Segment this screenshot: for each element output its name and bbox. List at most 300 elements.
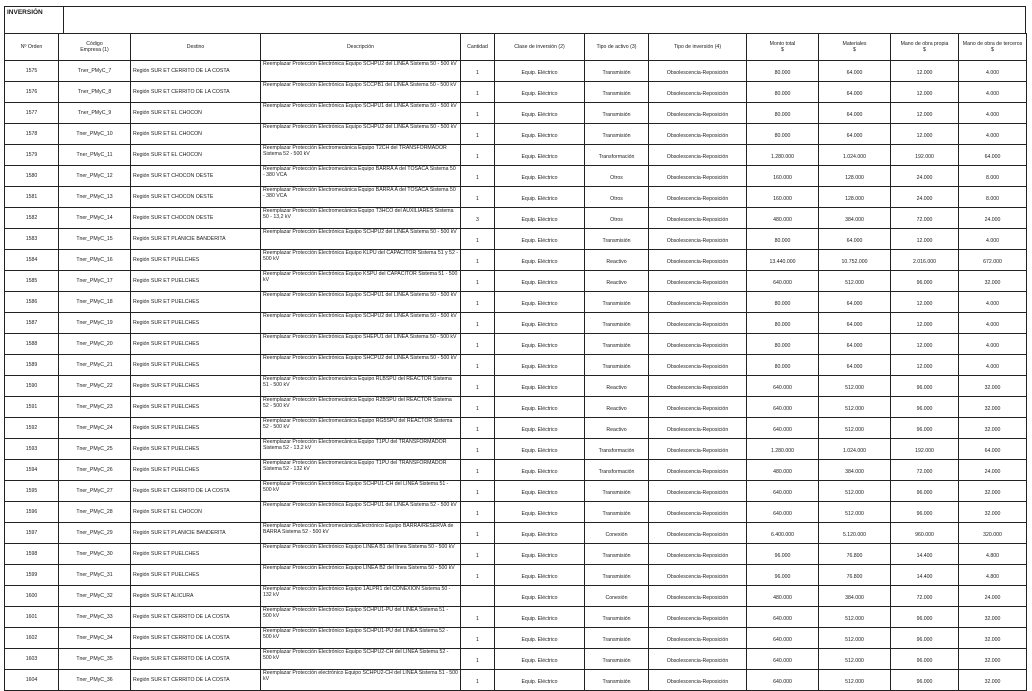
cell-monto: 80.000 — [747, 313, 819, 334]
cell-clase: Equip. Eléctrico — [495, 397, 585, 418]
cell-monto: 640.000 — [747, 481, 819, 502]
cell-orden: 1576 — [5, 82, 59, 103]
cell-cantidad: 1 — [461, 292, 495, 313]
cell-cantidad: 1 — [461, 670, 495, 691]
cell-cantidad: 1 — [461, 439, 495, 460]
cell-destino: Región SUR ET ALICURA — [131, 586, 261, 607]
cell-mano-propia: 192.000 — [891, 145, 959, 166]
table-row — [5, 481, 1027, 502]
cell-orden: 1598 — [5, 544, 59, 565]
cell-tipo-activo: Conexión — [585, 586, 649, 607]
header-tipo-inversion: Tipo de inversión (4) — [649, 34, 747, 61]
cell-tipo-activo: Otros — [585, 208, 649, 229]
cell-cantidad: 1 — [461, 565, 495, 586]
table-row — [5, 397, 1027, 418]
table-row — [5, 649, 1027, 670]
cell-descripcion: Reemplazar Protección Electromecánica Equipo T1PU del TRANSFORMADOR Sistema 52 - 132 kV — [261, 460, 461, 481]
cell-tipo-activo: Transmisión — [585, 334, 649, 355]
cell-tipo-activo: Conexión — [585, 523, 649, 544]
cell-descripcion: Reemplazar Protección Electrónica Equipo SCHPU2 del LINEA Sistema 50 - 500 kV — [261, 229, 461, 250]
cell-tipo-inversion: Obsolescencia-Reposición — [649, 145, 747, 166]
cell-cantidad: 1 — [461, 523, 495, 544]
cell-tipo-activo: Transmisión — [585, 103, 649, 124]
cell-clase: Equip. Eléctrico — [495, 565, 585, 586]
table-row — [5, 271, 1027, 292]
cell-materiales: 512.000 — [819, 502, 891, 523]
cell-codigo: Tner_PMyC_27 — [59, 481, 131, 502]
cell-destino: Región SUR ET EL CHOCON — [131, 145, 261, 166]
cell-descripcion: Reemplazar Protección Electromecánica Equipo BARRA A del TOSACA Sistema 50 - 380 VCA — [261, 166, 461, 187]
cell-tipo-inversion: Obsolescencia-Reposición — [649, 502, 747, 523]
cell-mano-terceros: 32.000 — [959, 502, 1027, 523]
cell-mano-propia: 96.000 — [891, 376, 959, 397]
cell-mano-terceros: 672.000 — [959, 250, 1027, 271]
cell-descripcion: Reemplazar Protección Electrónica Equipo SCHPU1-CH del LINEA Sistema 51 - 500 kV — [261, 481, 461, 502]
cell-tipo-activo: Reactivo — [585, 250, 649, 271]
cell-mano-terceros: 4.000 — [959, 229, 1027, 250]
cell-monto: 640.000 — [747, 271, 819, 292]
table-row — [5, 61, 1027, 82]
cell-cantidad: 1 — [461, 460, 495, 481]
cell-destino: Región SUR ET CERRITO DE LA COSTA — [131, 607, 261, 628]
cell-tipo-activo: Transmisión — [585, 670, 649, 691]
cell-clase: Equip. Eléctrico — [495, 376, 585, 397]
cell-cantidad: 1 — [461, 334, 495, 355]
cell-cantidad: 1 — [461, 82, 495, 103]
cell-clase: Equip. Eléctrico — [495, 313, 585, 334]
header-orden: Nº Orden — [5, 34, 59, 61]
cell-orden: 1585 — [5, 271, 59, 292]
cell-materiales: 384.000 — [819, 460, 891, 481]
cell-tipo-inversion: Obsolescencia-Reposición — [649, 649, 747, 670]
cell-mano-terceros: 4.000 — [959, 82, 1027, 103]
cell-mano-terceros: 4.800 — [959, 565, 1027, 586]
cell-descripcion: Reemplazar Protección Electromecánica Equipo T3HCO del AUXILIARES Sistema 50 - 13,2 kV — [261, 208, 461, 229]
cell-mano-propia: 960.000 — [891, 523, 959, 544]
cell-mano-propia: 12.000 — [891, 334, 959, 355]
cell-tipo-activo: Reactivo — [585, 271, 649, 292]
cell-mano-terceros: 320.000 — [959, 523, 1027, 544]
cell-cantidad: 1 — [461, 502, 495, 523]
cell-codigo: Tner_PMyC_19 — [59, 313, 131, 334]
cell-orden: 1600 — [5, 586, 59, 607]
cell-materiales: 384.000 — [819, 586, 891, 607]
cell-tipo-inversion: Obsolescencia-Reposición — [649, 460, 747, 481]
cell-codigo: Tner_PMyC_12 — [59, 166, 131, 187]
cell-orden: 1582 — [5, 208, 59, 229]
cell-orden: 1593 — [5, 439, 59, 460]
cell-orden: 1588 — [5, 334, 59, 355]
cell-mano-propia: 12.000 — [891, 103, 959, 124]
table-row — [5, 607, 1027, 628]
cell-monto: 640.000 — [747, 628, 819, 649]
cell-materiales: 5.120.000 — [819, 523, 891, 544]
cell-cantidad: 1 — [461, 250, 495, 271]
cell-tipo-inversion: Obsolescencia-Reposición — [649, 166, 747, 187]
cell-orden: 1581 — [5, 187, 59, 208]
cell-monto: 640.000 — [747, 649, 819, 670]
table-row — [5, 439, 1027, 460]
cell-clase: Equip. Eléctrico — [495, 628, 585, 649]
cell-mano-terceros: 4.000 — [959, 334, 1027, 355]
cell-codigo: Tner_PMyC_34 — [59, 628, 131, 649]
table-row — [5, 502, 1027, 523]
cell-cantidad: 1 — [461, 271, 495, 292]
cell-cantidad: 1 — [461, 397, 495, 418]
cell-orden: 1597 — [5, 523, 59, 544]
cell-destino: Región SUR ET CERRITO DE LA COSTA — [131, 628, 261, 649]
cell-monto: 640.000 — [747, 376, 819, 397]
header-monto: Monto total $ — [747, 34, 819, 61]
cell-cantidad: 1 — [461, 166, 495, 187]
table-row — [5, 670, 1027, 691]
cell-cantidad: 3 — [461, 208, 495, 229]
cell-codigo: Tner_PMyC_22 — [59, 376, 131, 397]
cell-tipo-inversion: Obsolescencia-Reposición — [649, 418, 747, 439]
cell-tipo-inversion: Obsolescencia-Reposición — [649, 292, 747, 313]
cell-cantidad: 1 — [461, 313, 495, 334]
cell-orden: 1596 — [5, 502, 59, 523]
cell-descripcion: Reemplazar Protección Electrónica Equipo SCHPU2 del LINEA Sistema 50 - 500 kV — [261, 313, 461, 334]
table-row — [5, 166, 1027, 187]
cell-tipo-inversion: Obsolescencia-Reposición — [649, 565, 747, 586]
cell-monto: 80.000 — [747, 355, 819, 376]
cell-tipo-inversion: Obsolescencia-Reposición — [649, 439, 747, 460]
cell-codigo: Tner_PMyC_30 — [59, 544, 131, 565]
cell-codigo: Tner_PMyC_8 — [59, 82, 131, 103]
table-row — [5, 628, 1027, 649]
cell-monto: 80.000 — [747, 229, 819, 250]
cell-clase: Equip. Eléctrico — [495, 460, 585, 481]
cell-clase: Equip. Eléctrico — [495, 439, 585, 460]
cell-mano-propia: 96.000 — [891, 670, 959, 691]
table-row — [5, 334, 1027, 355]
header-destino: Destino — [131, 34, 261, 61]
cell-monto: 6.400.000 — [747, 523, 819, 544]
cell-mano-terceros: 8.000 — [959, 187, 1027, 208]
cell-codigo: Tner_PMyC_25 — [59, 439, 131, 460]
table-row — [5, 292, 1027, 313]
cell-codigo: Tner_PMyC_11 — [59, 145, 131, 166]
cell-tipo-activo: Transmisión — [585, 628, 649, 649]
cell-tipo-activo: Transformación — [585, 439, 649, 460]
cell-tipo-inversion: Obsolescencia-Reposición — [649, 208, 747, 229]
investment-sheet — [4, 6, 1026, 691]
cell-tipo-inversion: Obsolescencia-Reposición — [649, 376, 747, 397]
cell-destino: Región SUR ET CERRITO DE LA COSTA — [131, 82, 261, 103]
cell-destino: Región SUR ET PUELCHES — [131, 271, 261, 292]
cell-clase: Equip. Eléctrico — [495, 250, 585, 271]
cell-monto: 480.000 — [747, 460, 819, 481]
cell-clase: Equip. Eléctrico — [495, 166, 585, 187]
table-row — [5, 586, 1027, 607]
cell-orden: 1603 — [5, 649, 59, 670]
cell-tipo-activo: Reactivo — [585, 418, 649, 439]
table-row — [5, 355, 1027, 376]
table-row — [5, 313, 1027, 334]
cell-orden: 1595 — [5, 481, 59, 502]
cell-codigo: Tner_PMyC_36 — [59, 670, 131, 691]
header-descripcion: Descripción — [261, 34, 461, 61]
table-row — [5, 250, 1027, 271]
cell-mano-propia: 12.000 — [891, 355, 959, 376]
cell-cantidad: 1 — [461, 544, 495, 565]
cell-destino: Región SUR ET CERRITO DE LA COSTA — [131, 61, 261, 82]
cell-destino: Región SUR ET PUELCHES — [131, 397, 261, 418]
cell-mano-terceros: 4.000 — [959, 103, 1027, 124]
cell-cantidad: 1 — [461, 229, 495, 250]
cell-tipo-activo: Transmisión — [585, 124, 649, 145]
cell-materiales: 512.000 — [819, 628, 891, 649]
cell-clase: Equip. Eléctrico — [495, 61, 585, 82]
cell-cantidad: 1 — [461, 187, 495, 208]
cell-descripcion: Reemplazar Protección Electromecánica Equipo T1PU del TRANSFORMADOR Sistema 52 - 13,2 kV — [261, 439, 461, 460]
cell-mano-propia: 96.000 — [891, 397, 959, 418]
cell-materiales: 64.000 — [819, 103, 891, 124]
table-row — [5, 103, 1027, 124]
cell-codigo: Tner_PMyC_21 — [59, 355, 131, 376]
cell-orden: 1592 — [5, 418, 59, 439]
cell-descripcion: Reemplazar Protección Electromecánica Equipo BARRA A del TOSACA Sistema 50 - 380 VCA — [261, 187, 461, 208]
cell-mano-terceros: 24.000 — [959, 586, 1027, 607]
cell-mano-terceros: 32.000 — [959, 481, 1027, 502]
cell-codigo: Tner_PMyC_14 — [59, 208, 131, 229]
cell-descripcion: Reemplazar Protección Electrónica Equipo SHCPU2 del LINEA Sistema 50 - 500 kV — [261, 355, 461, 376]
cell-destino: Región SUR ET PUELCHES — [131, 292, 261, 313]
cell-materiales: 512.000 — [819, 271, 891, 292]
table-row — [5, 229, 1027, 250]
cell-cantidad: 1 — [461, 607, 495, 628]
cell-monto: 1.280.000 — [747, 145, 819, 166]
cell-tipo-inversion: Obsolescencia-Reposición — [649, 586, 747, 607]
cell-descripcion: Reemplazar Protección Electromecánica Equipo T2CH del TRANSFORMADOR Sistema 52 - 500 kV — [261, 145, 461, 166]
cell-tipo-activo: Transmisión — [585, 61, 649, 82]
cell-mano-propia: 14.400 — [891, 565, 959, 586]
cell-materiales: 64.000 — [819, 355, 891, 376]
cell-monto: 13.440.000 — [747, 250, 819, 271]
cell-tipo-inversion: Obsolescencia-Reposición — [649, 103, 747, 124]
table-row — [5, 124, 1027, 145]
cell-tipo-activo: Transmisión — [585, 82, 649, 103]
cell-codigo: Tner_PMyC_23 — [59, 397, 131, 418]
cell-tipo-activo: Reactivo — [585, 376, 649, 397]
cell-clase: Equip. Eléctrico — [495, 355, 585, 376]
cell-materiales: 512.000 — [819, 376, 891, 397]
cell-destino: Región SUR ET PUELCHES — [131, 355, 261, 376]
table-row — [5, 565, 1027, 586]
header-tipo-activo: Tipo de activo (3) — [585, 34, 649, 61]
cell-cantidad: 1 — [461, 355, 495, 376]
cell-monto: 640.000 — [747, 418, 819, 439]
cell-descripcion: Reemplazar Protección Electrónica Equipo SCHPU2 del LINEA Sistema 50 - 500 kV — [261, 61, 461, 82]
cell-mano-terceros: 64.000 — [959, 439, 1027, 460]
cell-codigo: Tner_PMyC_20 — [59, 334, 131, 355]
cell-descripcion: Reemplazar Protección Electromecánica/Electrónico Equipo BARRA/RESERVA de BARRA Sistema 52 - 500 kV — [261, 523, 461, 544]
cell-destino: Región SUR ET CERRITO DE LA COSTA — [131, 481, 261, 502]
table-row — [5, 187, 1027, 208]
cell-mano-propia: 96.000 — [891, 649, 959, 670]
cell-materiales: 64.000 — [819, 313, 891, 334]
cell-descripcion: Reemplazar Protección Electrónica Equipo SHEPU1 del LINEA Sistema 50 - 500 kV — [261, 334, 461, 355]
investment-table — [4, 33, 1027, 691]
cell-destino: Región SUR ET PUELCHES — [131, 544, 261, 565]
cell-destino: Región SUR ET CHOCON OESTE — [131, 187, 261, 208]
cell-materiales: 64.000 — [819, 61, 891, 82]
cell-mano-terceros: 4.800 — [959, 544, 1027, 565]
cell-descripcion: Reemplazar Protección Electrónico Equipo SCHPU1-PU del LINEA Sistema 52 - 500 kV — [261, 628, 461, 649]
cell-materiales: 10.752.000 — [819, 250, 891, 271]
cell-descripcion: Reemplazar Protección Electrónica Equipo SCHPU1 del LINEA Sistema 52 - 500 kV — [261, 502, 461, 523]
cell-descripcion: Reemplazar Protección Electrónico Equipo SCHPU2-CH del LINEA Sistema 52 - 500 kV — [261, 649, 461, 670]
cell-materiales: 512.000 — [819, 670, 891, 691]
cell-tipo-inversion: Obsolescencia-Reposición — [649, 628, 747, 649]
table-row — [5, 460, 1027, 481]
cell-orden: 1591 — [5, 397, 59, 418]
table-row — [5, 523, 1027, 544]
cell-clase: Equip. Eléctrico — [495, 103, 585, 124]
cell-orden: 1586 — [5, 292, 59, 313]
cell-monto: 640.000 — [747, 502, 819, 523]
cell-mano-propia: 96.000 — [891, 481, 959, 502]
cell-cantidad: 1 — [461, 376, 495, 397]
cell-materiales: 128.000 — [819, 187, 891, 208]
cell-monto: 1.280.000 — [747, 439, 819, 460]
cell-tipo-activo: Transmisión — [585, 313, 649, 334]
cell-materiales: 1.024.000 — [819, 145, 891, 166]
cell-monto: 640.000 — [747, 397, 819, 418]
cell-materiales: 64.000 — [819, 82, 891, 103]
cell-cantidad: 1 — [461, 628, 495, 649]
cell-tipo-activo: Reactivo — [585, 397, 649, 418]
cell-clase: Equip. Eléctrico — [495, 607, 585, 628]
cell-monto: 80.000 — [747, 61, 819, 82]
cell-tipo-inversion: Obsolescencia-Reposición — [649, 397, 747, 418]
cell-destino: Región SUR ET PUELCHES — [131, 334, 261, 355]
cell-orden: 1601 — [5, 607, 59, 628]
cell-tipo-activo: Transmisión — [585, 481, 649, 502]
cell-clase: Equip. Eléctrico — [495, 523, 585, 544]
cell-orden: 1604 — [5, 670, 59, 691]
cell-monto: 80.000 — [747, 334, 819, 355]
cell-mano-terceros: 32.000 — [959, 418, 1027, 439]
cell-monto: 480.000 — [747, 208, 819, 229]
cell-tipo-activo: Transformación — [585, 460, 649, 481]
cell-mano-terceros: 4.000 — [959, 124, 1027, 145]
cell-codigo: Tner_PMyC_33 — [59, 607, 131, 628]
cell-clase: Equip. Eléctrico — [495, 124, 585, 145]
cell-materiales: 512.000 — [819, 607, 891, 628]
cell-mano-propia: 96.000 — [891, 628, 959, 649]
cell-clase: Equip. Eléctrico — [495, 544, 585, 565]
cell-destino: Región SUR ET PLANICIE BANDERITA — [131, 523, 261, 544]
cell-materiales: 1.024.000 — [819, 439, 891, 460]
table-row — [5, 376, 1027, 397]
cell-tipo-inversion: Obsolescencia-Reposición — [649, 607, 747, 628]
cell-destino: Región SUR ET CHOCON OESTE — [131, 208, 261, 229]
cell-tipo-activo: Transmisión — [585, 292, 649, 313]
cell-tipo-activo: Transformación — [585, 145, 649, 166]
cell-tipo-inversion: Obsolescencia-Reposición — [649, 271, 747, 292]
cell-tipo-inversion: Obsolescencia-Reposición — [649, 250, 747, 271]
table-row — [5, 82, 1027, 103]
cell-mano-terceros: 8.000 — [959, 166, 1027, 187]
cell-descripcion: Reemplazar Protección Electrónica Equipo KLPU del CAPACITOR Sistema 51 y 52 - 500 kV — [261, 250, 461, 271]
cell-mano-terceros: 32.000 — [959, 649, 1027, 670]
cell-descripcion: Reemplazar Protección Electromecánica Equipo R2BSPU del REACTOR Sistema 52 - 500 kV — [261, 397, 461, 418]
cell-clase: Equip. Eléctrico — [495, 208, 585, 229]
cell-tipo-inversion: Obsolescencia-Reposición — [649, 544, 747, 565]
cell-mano-propia: 72.000 — [891, 460, 959, 481]
cell-materiales: 64.000 — [819, 229, 891, 250]
cell-destino: Región SUR ET EL CHOCON — [131, 124, 261, 145]
cell-descripcion: Reemplazar Protección Electrónico Equipo LINEA B2 del línea Sistema 50 - 500 kV — [261, 565, 461, 586]
cell-clase: Equip. Eléctrico — [495, 649, 585, 670]
cell-materiales: 512.000 — [819, 481, 891, 502]
cell-mano-terceros: 64.000 — [959, 145, 1027, 166]
table-row — [5, 418, 1027, 439]
cell-clase: Equip. Eléctrico — [495, 82, 585, 103]
cell-codigo: Tner_PMyC_7 — [59, 61, 131, 82]
cell-mano-terceros: 24.000 — [959, 460, 1027, 481]
cell-clase: Equip. Eléctrico — [495, 145, 585, 166]
cell-codigo: Tner_PMyC_32 — [59, 586, 131, 607]
table-row — [5, 145, 1027, 166]
cell-destino: Región SUR ET PUELCHES — [131, 460, 261, 481]
cell-orden: 1594 — [5, 460, 59, 481]
table-row — [5, 208, 1027, 229]
cell-materiales: 76.800 — [819, 544, 891, 565]
cell-materiales: 64.000 — [819, 334, 891, 355]
cell-mano-propia: 72.000 — [891, 586, 959, 607]
cell-mano-propia: 14.400 — [891, 544, 959, 565]
cell-codigo: Tner_PMyC_28 — [59, 502, 131, 523]
cell-descripcion: Reemplazar Protección Electromecánica Equipo RLBSPU del REACTOR Sistema 51 - 500 kV — [261, 376, 461, 397]
cell-tipo-activo: Otros — [585, 166, 649, 187]
cell-cantidad: 1 — [461, 61, 495, 82]
cell-codigo: Tner_PMyC_13 — [59, 187, 131, 208]
cell-mano-propia: 96.000 — [891, 271, 959, 292]
cell-mano-propia: 24.000 — [891, 166, 959, 187]
cell-tipo-inversion: Obsolescencia-Reposición — [649, 523, 747, 544]
cell-codigo: Tner_PMyC_17 — [59, 271, 131, 292]
cell-mano-propia: 12.000 — [891, 229, 959, 250]
cell-mano-propia: 12.000 — [891, 124, 959, 145]
cell-orden: 1578 — [5, 124, 59, 145]
cell-monto: 160.000 — [747, 187, 819, 208]
cell-clase: Equip. Eléctrico — [495, 418, 585, 439]
header-clase: Clase de inversión (2) — [495, 34, 585, 61]
cell-materiales: 512.000 — [819, 649, 891, 670]
cell-tipo-activo: Transmisión — [585, 544, 649, 565]
cell-codigo: Tner_PMyC_24 — [59, 418, 131, 439]
cell-orden: 1579 — [5, 145, 59, 166]
cell-mano-terceros: 4.000 — [959, 61, 1027, 82]
cell-materiales: 64.000 — [819, 124, 891, 145]
cell-orden: 1587 — [5, 313, 59, 334]
cell-codigo: Tner_PMyC_16 — [59, 250, 131, 271]
cell-tipo-activo: Transmisión — [585, 355, 649, 376]
cell-cantidad — [461, 586, 495, 607]
cell-tipo-activo: Transmisión — [585, 607, 649, 628]
cell-mano-propia: 72.000 — [891, 208, 959, 229]
cell-mano-propia: 96.000 — [891, 607, 959, 628]
cell-orden: 1584 — [5, 250, 59, 271]
cell-tipo-inversion: Obsolescencia-Reposición — [649, 229, 747, 250]
cell-mano-propia: 12.000 — [891, 313, 959, 334]
cell-clase: Equip. Eléctrico — [495, 586, 585, 607]
cell-descripcion: Reemplazar Protección Electrónica Equipo SCHPU1 del LINEA Sistema 50 - 500 kV — [261, 103, 461, 124]
cell-descripcion: Reemplazar Protección Electrónica Equipo SCCPB1 del LINEA Sistema 50 - 500 kV — [261, 82, 461, 103]
